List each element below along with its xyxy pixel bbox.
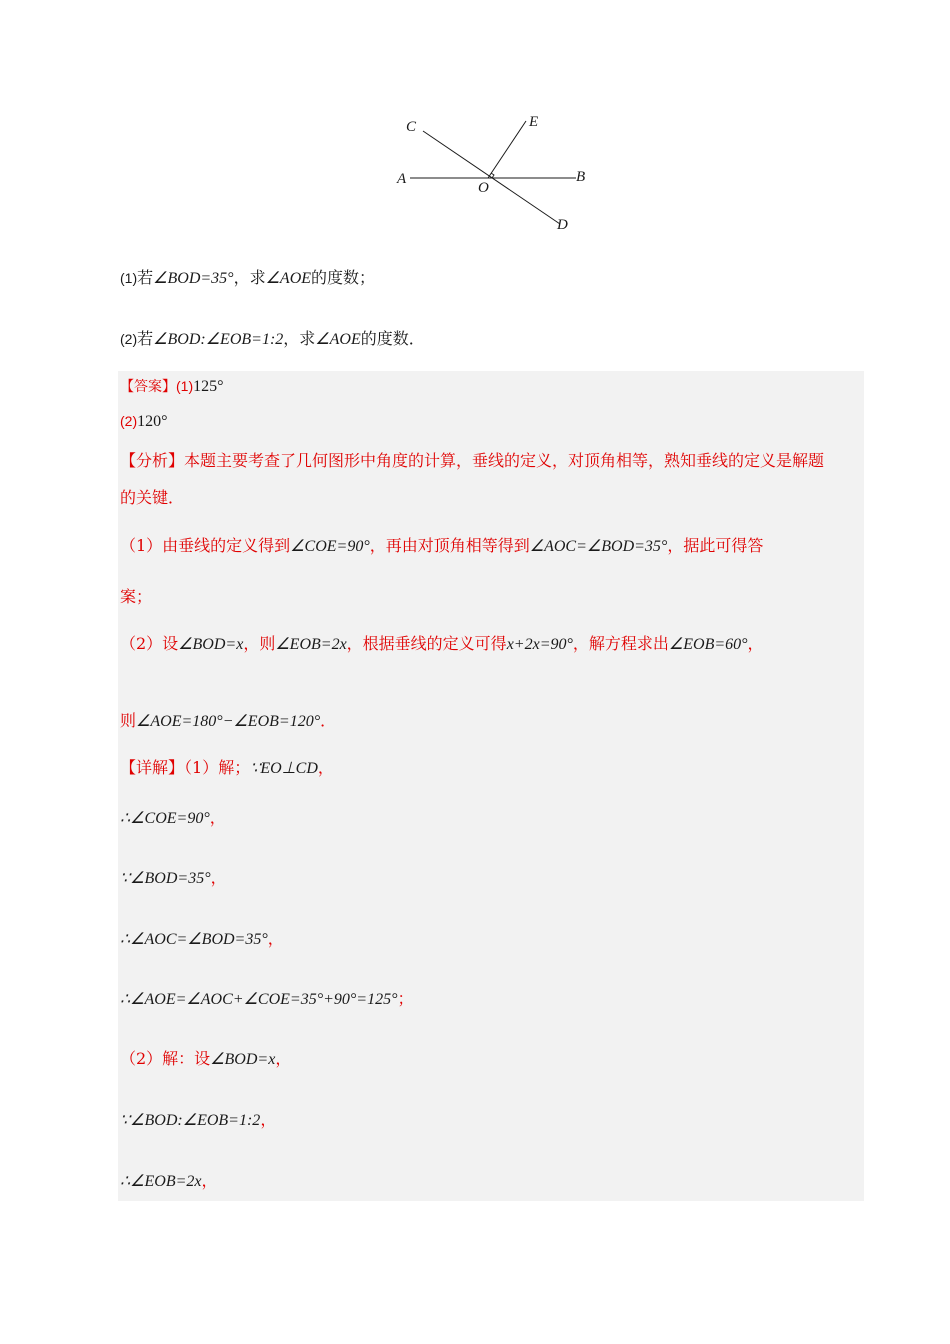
math-expr: x+2x=90°: [506, 636, 573, 653]
label-o: O: [478, 180, 489, 196]
math-expr: ∵∠BOD=35°: [120, 870, 211, 887]
analysis-para-2-cont: 则∠AOE=180°−∠EOB=120°．: [120, 711, 337, 730]
answer-value-2: 120°: [137, 413, 168, 430]
label-c: C: [406, 119, 417, 135]
solution-line-4: ∴∠AOC=∠BOD=35°，: [120, 929, 284, 948]
analysis-para-1: （1）由垂线的定义得到∠COE=90°，再由对顶角相等得到∠AOC=∠BOD=35°，据此可得答: [120, 536, 764, 555]
math-expr: ∠EOB=2x: [275, 636, 347, 653]
solution-line-1: 【详解】（1）解；∵EO⊥CD，: [120, 758, 334, 777]
math-expr: ∵EO⊥CD: [250, 760, 318, 777]
math-expr: ∠AOE: [265, 270, 312, 287]
solution-panel: [118, 371, 864, 1201]
label-b: B: [576, 169, 586, 185]
analysis-line-1: 【分析】本题主要考查了几何图形中角度的计算，垂线的定义，对顶角相等，熟知垂线的定义是解题: [120, 451, 825, 470]
answer-line-1: 【答案】(1)125°: [120, 378, 224, 395]
answer-value-1: 125°: [193, 378, 224, 395]
solution-line-3: ∵∠BOD=35°，: [120, 868, 227, 887]
math-expr: ∠BOD=x: [178, 636, 244, 653]
math-expr: ∵∠BOD:∠EOB=1:2: [120, 1112, 261, 1129]
label-a: A: [397, 171, 407, 187]
math-expr: ∴∠AOC=∠BOD=35°: [120, 931, 268, 948]
math-expr: ∠AOC=∠BOD=35°: [529, 538, 668, 555]
ray-oe: [488, 121, 526, 178]
math-expr: ∠BOD:∠EOB=1:2: [153, 331, 284, 348]
label-e: E: [529, 114, 539, 130]
geometry-figure: [390, 108, 600, 238]
label-d: D: [557, 217, 568, 233]
math-expr: ∠BOD=x: [210, 1051, 276, 1068]
answer-label: 【答案】: [120, 378, 176, 394]
question-1: (1)若∠BOD=35°，求∠AOE的度数；: [120, 268, 376, 287]
math-expr: ∠AOE=180°−∠EOB=120°: [136, 713, 321, 730]
solution-label: 【详解】: [120, 758, 185, 777]
analysis-para-2: （2）设∠BOD=x，则∠EOB=2x，根据垂线的定义可得x+2x=90°，解方程求出∠EOB=60°，: [120, 634, 764, 653]
solution-line-8: ∴∠EOB=2x，: [120, 1171, 218, 1190]
math-expr: ∠EOB=60°: [668, 636, 748, 653]
answer-line-2: (2)120°: [120, 413, 168, 430]
solution-line-5: ∴∠AOE=∠AOC+∠COE=35°+90°=125°；: [120, 989, 414, 1008]
math-expr: ∠COE=90°: [290, 538, 370, 555]
analysis-para-1-cont: 案；: [120, 587, 153, 606]
math-expr: ∠AOE: [315, 331, 361, 348]
math-expr: ∴∠EOB=2x: [120, 1173, 202, 1190]
question-2: (2)若∠BOD:∠EOB=1:2，求∠AOE的度数．: [120, 329, 425, 348]
solution-line-2: ∴∠COE=90°，: [120, 808, 226, 827]
question-number: (1): [120, 270, 138, 286]
analysis-label: 【分析】: [120, 451, 185, 470]
solution-line-7: ∵∠BOD:∠EOB=1:2，: [120, 1110, 277, 1129]
math-expr: ∴∠COE=90°: [120, 810, 210, 827]
solution-line-6: （2）解：设∠BOD=x，: [120, 1049, 292, 1068]
analysis-line-2: 的关键．: [120, 488, 185, 507]
question-number: (2): [120, 331, 138, 347]
math-expr: ∠BOD=35°: [153, 270, 234, 287]
math-expr: ∴∠AOE=∠AOC+∠COE=35°+90°=125°: [120, 991, 398, 1008]
